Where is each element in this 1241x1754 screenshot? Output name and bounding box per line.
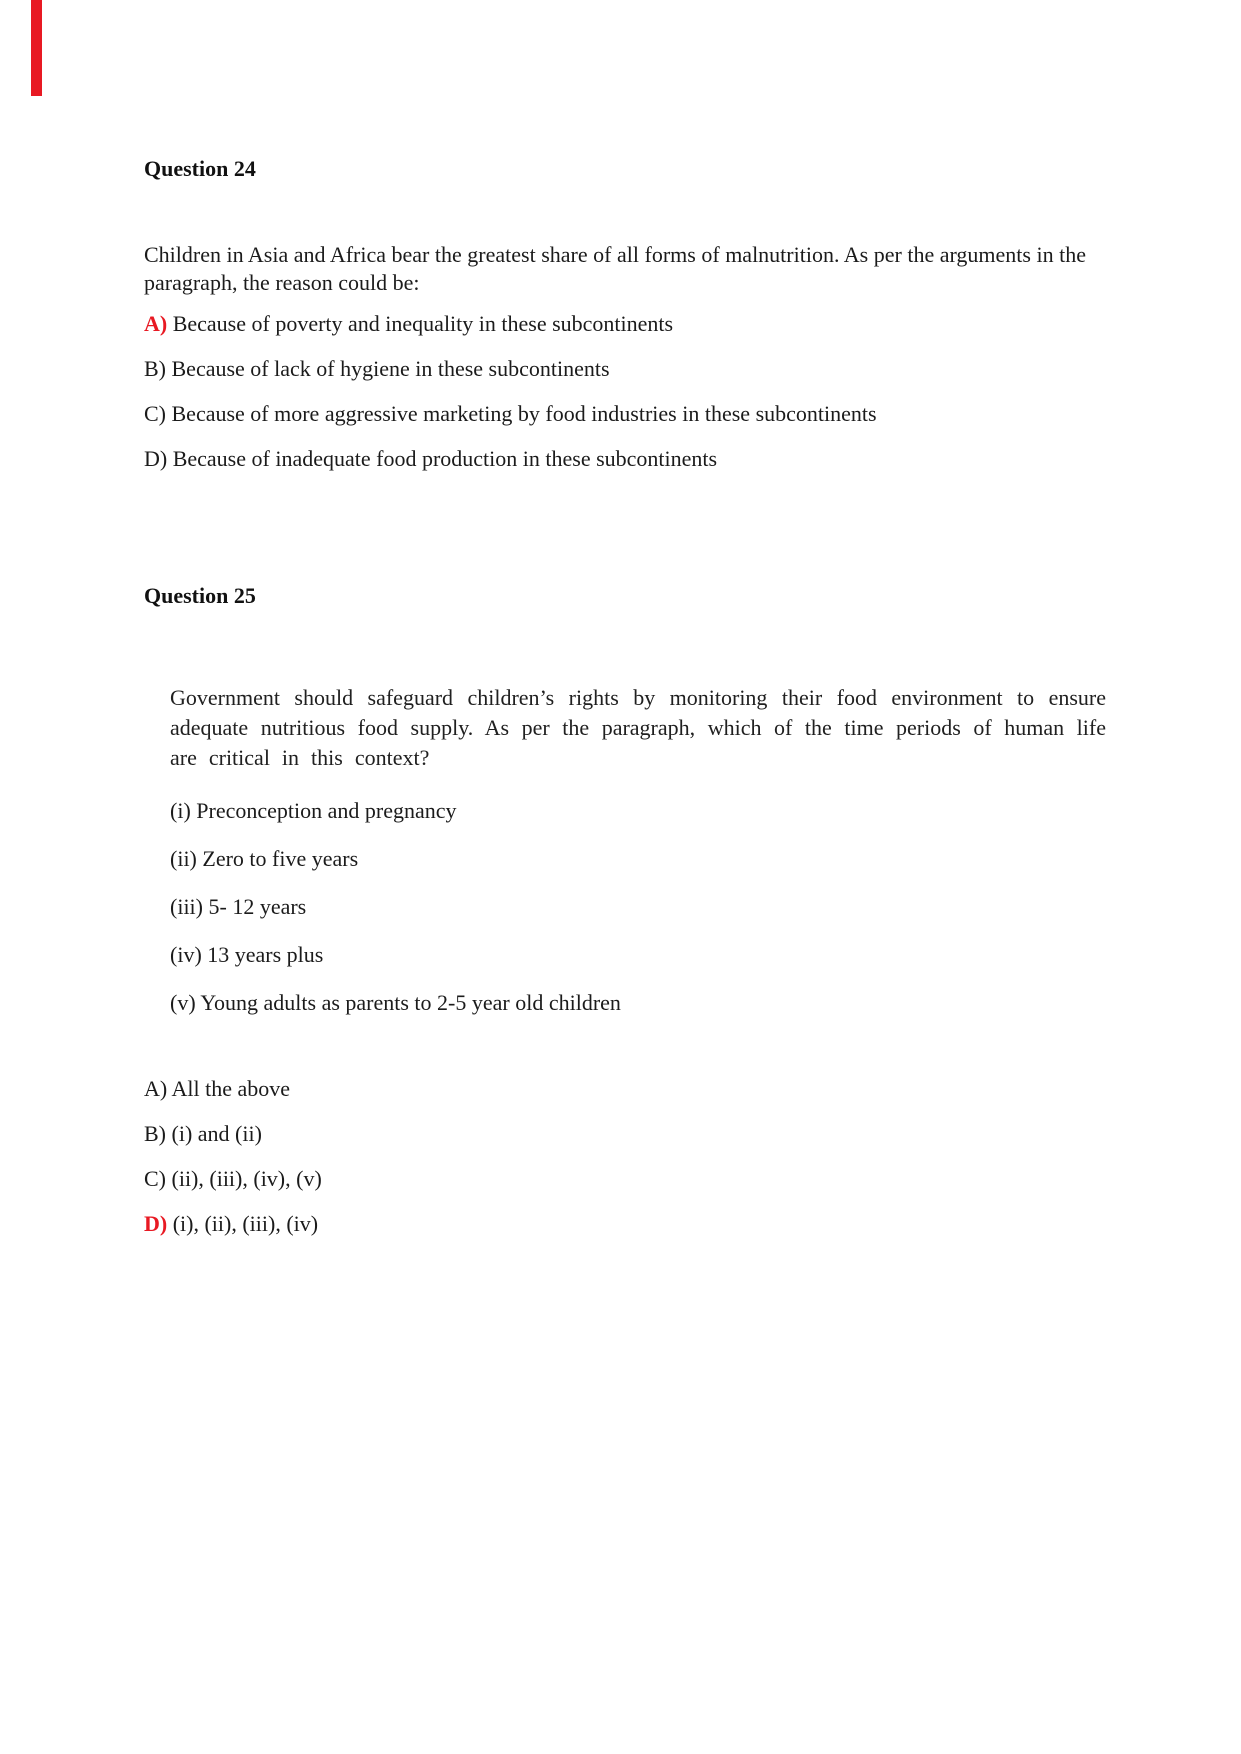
option-c-label: C) xyxy=(144,1166,166,1191)
question-25-option-a xyxy=(144,1076,1086,1102)
option-c-text: (ii), (iii), (iv), (v) xyxy=(171,1166,322,1191)
option-c-text: Because of more aggressive marketing by food industries in these subcontinents xyxy=(171,401,877,426)
roman-item-ii: (ii) Zero to five years xyxy=(170,846,359,871)
question-24-paragraph: Children in Asia and Africa bear the greatest share of all forms of malnutrition. As per the arguments in the paragraph, the reason could be: xyxy=(144,242,1086,295)
question-24-option-a xyxy=(144,311,1086,337)
roman-item-i: (i) Preconception and pregnancy xyxy=(170,798,457,823)
roman-item-v: (v) Young adults as parents to 2-5 year old children xyxy=(170,990,621,1015)
option-b-label: B) xyxy=(144,1121,166,1146)
question-24-option-c xyxy=(144,401,1086,427)
option-c-label: C) xyxy=(144,401,166,426)
option-b-label: B) xyxy=(144,356,166,381)
option-a-label: A) xyxy=(144,1076,168,1101)
question-25-roman-list xyxy=(170,798,1086,1016)
option-d-text: (i), (ii), (iii), (iv) xyxy=(172,1211,319,1236)
option-b-text: Because of lack of hygiene in these subcontinents xyxy=(171,356,610,381)
question-25-option-b xyxy=(144,1121,1086,1147)
option-b-text: (i) and (ii) xyxy=(171,1121,262,1146)
question-24-block xyxy=(144,156,1086,472)
option-d-label: D) xyxy=(144,446,168,471)
option-a-label: A) xyxy=(144,311,168,336)
option-a-text: Because of poverty and inequality in these subcontinents xyxy=(172,311,674,336)
question-25-option-c xyxy=(144,1166,1086,1192)
question-25-heading: Question 25 xyxy=(144,583,256,608)
option-d-text: Because of inadequate food production in these subcontinents xyxy=(172,446,718,471)
question-25-paragraph: Government should safeguard children’s rights by monitoring their food environment to ensure adequate nutritious food supply. As per the paragraph, which of the time periods of human life are critical in this context? xyxy=(170,685,1106,770)
red-corner-marker xyxy=(31,0,42,96)
option-d-label: D) xyxy=(144,1211,168,1236)
question-25-options xyxy=(144,1076,1086,1237)
question-24-option-b xyxy=(144,356,1086,382)
question-24-options xyxy=(144,311,1086,472)
option-a-text: All the above xyxy=(171,1076,291,1101)
question-24-heading: Question 24 xyxy=(144,156,256,181)
roman-item-iii: (iii) 5- 12 years xyxy=(170,894,307,919)
question-25-block xyxy=(144,583,1106,1237)
roman-item-iv: (iv) 13 years plus xyxy=(170,942,324,967)
question-24-option-d xyxy=(144,446,1086,472)
question-25-option-d xyxy=(144,1211,1086,1237)
